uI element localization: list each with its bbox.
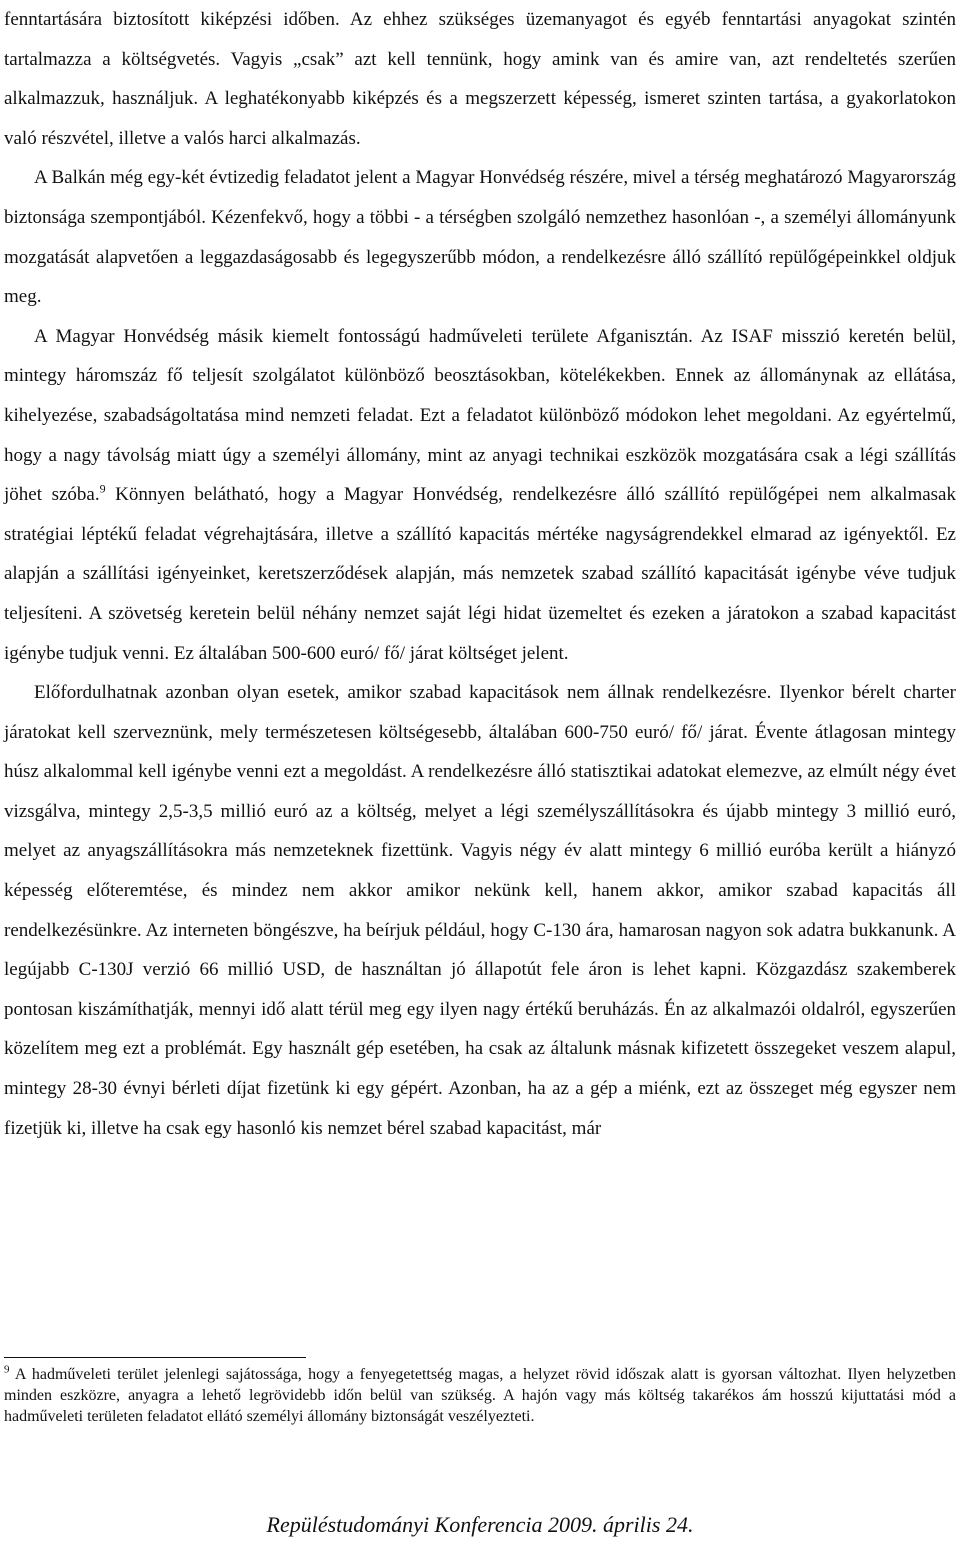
- paragraph-2: A Balkán még egy-két évtizedig feladatot jelent a Magyar Honvédség részére, mivel a térség meghatározó Magyarország biztonsága szempontjából. Kézenfekvő, hogy a többi - a térségben szolgáló nemzethez hasonlóan -, a személyi állományunk mozgatását alapvetően a leggazdaságosabb és legegyszerűbb módon, a rendelkezésre álló szállító repülőgépeinkkel oldjuk meg.: [4, 167, 956, 308]
- paragraph-3-text-a: A Magyar Honvédség másik kiemelt fontosságú hadműveleti területe Afganisztán. Az ISAF misszió keretén belül, mintegy háromszáz fő teljesít szolgálatot különböző beosztásokban, kötelékekben. Ennek az állománynak az ellátása, kihelyezése, szabadságoltatása mind nemzeti feladat. Ezt a feladatot különböző módokon lehet megoldani. Az egyértelmű, hogy a nagy távolság miatt úgy a személyi állomány, mint az anyagi technikai eszközök mozgatására csak a légi szállítás jöhet szóba.: [4, 325, 956, 506]
- footnote-reference[interactable]: 9: [99, 481, 106, 496]
- paragraph-3-text-b: Könnyen belátható, hogy a Magyar Honvédség, rendelkezésre álló szállító repülőgépei nem alkalmasak stratégiai léptékű feladat végrehajtására, illetve a szállító kapacitás mértéke nagyságrendekkel elmarad az igényektől. Ez alapján a szállítási igényeinket, keretszerződések alapján, más nemzetek szabad szállító kapacitását igénybe véve tudjuk teljesíteni. A szövetség keretein belül néhány nemzet saját légi hidat üzemeltet és ezeken a járatokon a szabad kapacitást igénybe tudjuk venni. Ez általában 500-600 euró/ fő/ járat költséget jelent.: [4, 484, 956, 664]
- footnote-number: 9: [4, 1363, 10, 1376]
- body-text: [4, 0, 956, 1148]
- footnote-text: A hadműveleti terület jelenlegi sajátossága, hogy a fenyegetettség magas, a helyzet rövid időszak alatt is gyorsan változhat. Ilyen helyzetben minden eszközre, anyagra a lehető legrövidebb időn belül van szükség. A hajón vagy más költség takarékos ám hosszú kijuttatási mód a hadműveleti területen feladatot ellátó személyi állomány biztonságát veszélyezteti.: [4, 1366, 956, 1425]
- paragraph-4: Előfordulhatnak azonban olyan esetek, amikor szabad kapacitások nem állnak rendelkezésre. Ilyenkor bérelt charter járatokat kell szerveznünk, mely természetesen költségesebb, általában 600-750 euró/ fő/ járat. Évente átlagosan mintegy húsz alkalommal kell igénybe venni ezt a megoldást. A rendelkezésre álló statisztikai adatokat elemezve, az elmúlt négy évet vizsgálva, mintegy 2,5-3,5 millió euró az a költség, melyet a légi személyszállításokra és újabb mintegy 3 millió euró, melyet az anyagszállításokra más nemzeteknek fizettünk. Vagyis négy év alatt mintegy 6 millió euróba került a hiányzó képesség előteremtése, és mindez nem akkor amikor nekünk kell, hanem akkor, amikor szabad kapacitás áll rendelkezésünkre. Az interneten böngészve, ha beírjuk például, hogy C-130 ára, hamarosan nagyon sok adatra bukkanunk. A legújabb C-130J verzió 66 millió USD, de használtan jó állapotút fele áron is lehet kapni. Közgazdász szakemberek pontosan kiszámíthatják, mennyi idő alatt térül meg egy ilyen nagy értékű beruházás. Én az alkalmazói oldalról, egyszerűen közelítem meg ezt a problémát. Egy használt gép esetében, ha csak az általunk másnak kifizetett összegeket veszem alapul, mintegy 28-30 évnyi bérleti díjat fizetünk ki egy gépért. Azonban, ha az a gép a miénk, ezt az összeget még egyszer nem fizetjük ki, illetve ha csak egy hasonló kis nemzet bérel szabad kapacitást, már: [4, 682, 956, 1139]
- footnote-separator: [4, 1357, 306, 1358]
- paragraph-1: fenntartására biztosított kiképzési időben. Az ehhez szükséges üzemanyagot és egyéb fenntartási anyagokat szintén tartalmazza a költségvetés. Vagyis „csak” azt kell tennünk, hogy amink van és amire van, azt rendeltetés szerűen alkalmazzuk, használjuk. A leghatékonyabb kiképzés és a megszerzett képesség, ismeret szinten tartása, a gyakorlatokon való részvétel, illetve a valós harci alkalmazás.: [4, 9, 956, 149]
- page-footer: Repüléstudományi Konferencia 2009. április 24.: [266, 1512, 694, 1537]
- footnote: [4, 1364, 956, 1427]
- paragraph-3: [4, 317, 956, 673]
